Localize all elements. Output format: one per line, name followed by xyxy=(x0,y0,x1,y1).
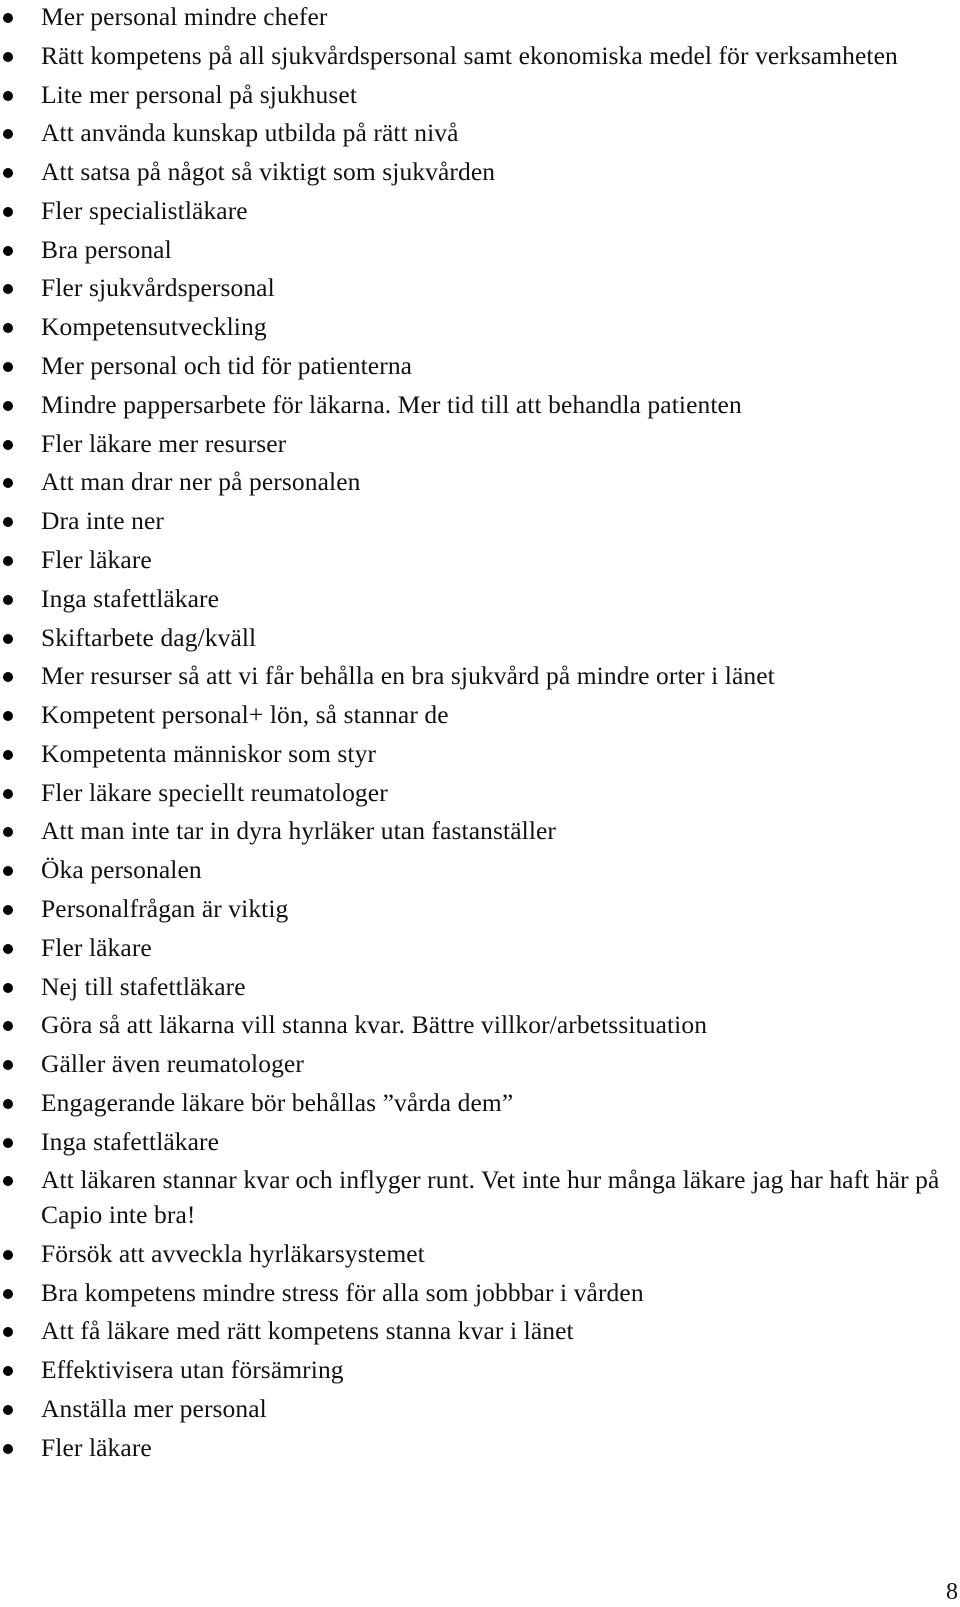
list-item xyxy=(0,116,945,151)
list-item-text: Att man drar ner på personalen xyxy=(41,467,361,497)
list-item-text: Att få läkare med rätt kompetens stanna kvar i länet xyxy=(41,1316,574,1346)
list-item xyxy=(0,1431,945,1466)
list-item xyxy=(0,78,945,113)
list-item-text: Gäller även reumatologer xyxy=(41,1049,304,1079)
list-item xyxy=(0,1163,945,1232)
list-item-text: Fler sjukvårdspersonal xyxy=(41,273,275,303)
list-item-text: Öka personalen xyxy=(41,855,202,885)
list-item-text: Inga stafettläkare xyxy=(41,583,220,613)
list-item-text: Fler läkare mer resurser xyxy=(41,428,287,458)
bullet-icon xyxy=(3,827,13,837)
list-item-text: Dra inte ner xyxy=(41,506,164,536)
list-item-text: Mindre pappersarbete för läkarna. Mer tid till att behandla patienten xyxy=(41,389,742,419)
list-item-text: Inga stafettläkare xyxy=(41,1126,220,1156)
list-item-text: Att satsa på något så viktigt som sjukvården xyxy=(41,157,496,187)
bullet-icon xyxy=(3,52,13,62)
list-item-text: Lite mer personal på sjukhuset xyxy=(41,79,357,109)
list-item xyxy=(0,1125,945,1160)
list-item xyxy=(0,504,945,539)
list-item xyxy=(0,194,945,229)
list-item-text: Rätt kompetens på all sjukvårdspersonal samt ekonomiska medel för verksamheten xyxy=(41,40,898,70)
list-item-text: Anställa mer personal xyxy=(41,1393,267,1423)
list-item xyxy=(0,1047,945,1082)
list-item xyxy=(0,39,945,74)
bullet-icon xyxy=(3,750,13,760)
bullet-icon xyxy=(3,1060,13,1070)
bullet-icon xyxy=(3,556,13,566)
list-item-text: Nej till stafettläkare xyxy=(41,971,246,1001)
list-item-text: Mer personal och tid för patienterna xyxy=(41,351,413,381)
list-item-text: Engagerande läkare bör behållas ”vårda dem” xyxy=(41,1087,514,1117)
bullet-icon xyxy=(3,129,13,139)
list-item-text: Kompetensutveckling xyxy=(41,312,267,342)
bullet-icon xyxy=(3,1366,13,1376)
list-item xyxy=(0,1086,945,1121)
page-number: 8 xyxy=(946,1579,958,1605)
bullet-icon xyxy=(3,1021,13,1031)
list-item-text: Att man inte tar in dyra hyrläker utan fastanställer xyxy=(41,816,557,846)
list-item xyxy=(0,621,945,656)
bullet-icon xyxy=(3,362,13,372)
list-item xyxy=(0,1392,945,1427)
bullet-icon xyxy=(3,517,13,527)
list-item xyxy=(0,1314,945,1349)
list-item xyxy=(0,349,945,384)
list-item xyxy=(0,776,945,811)
bullet-icon xyxy=(3,13,13,23)
list-item xyxy=(0,427,945,462)
list-item xyxy=(0,1353,945,1388)
list-item xyxy=(0,1008,945,1043)
list-item xyxy=(0,582,945,617)
bullet-icon xyxy=(3,711,13,721)
bullet-icon xyxy=(3,1176,13,1186)
list-item xyxy=(0,970,945,1005)
list-item xyxy=(0,814,945,849)
bullet-icon xyxy=(3,905,13,915)
bullet-icon xyxy=(3,168,13,178)
bullet-icon xyxy=(3,284,13,294)
list-item xyxy=(0,0,945,35)
bullet-icon xyxy=(3,207,13,217)
list-item xyxy=(0,233,945,268)
list-item xyxy=(0,465,945,500)
bullet-icon xyxy=(3,246,13,256)
list-item-text: Att använda kunskap utbilda på rätt nivå xyxy=(41,118,459,148)
list-item-text: Kompetent personal+ lön, så stannar de xyxy=(41,700,449,730)
bullet-icon xyxy=(3,1099,13,1109)
bullet-icon xyxy=(3,1405,13,1415)
list-item-text: Fler läkare xyxy=(41,932,152,962)
bullet-icon xyxy=(3,672,13,682)
list-item xyxy=(0,698,945,733)
list-item-text: Bra kompetens mindre stress för alla som jobbbar i vården xyxy=(41,1277,644,1307)
list-item xyxy=(0,931,945,966)
list-item-text: Fler läkare xyxy=(41,544,152,574)
bullet-icon xyxy=(3,478,13,488)
list-item-text: Mer personal mindre chefer xyxy=(41,2,328,31)
list-item xyxy=(0,271,945,306)
bullet-icon xyxy=(3,983,13,993)
list-item-text: Kompetenta människor som styr xyxy=(41,738,377,768)
list-item xyxy=(0,659,945,694)
list-item xyxy=(0,892,945,927)
list-item xyxy=(0,1237,945,1272)
bullet-icon xyxy=(3,1250,13,1260)
bullet-icon xyxy=(3,1444,13,1454)
list-item-text: Skiftarbete dag/kväll xyxy=(41,622,257,652)
bullet-icon xyxy=(3,401,13,411)
bullet-icon xyxy=(3,1289,13,1299)
bullet-icon xyxy=(3,634,13,644)
list-item xyxy=(0,388,945,423)
bullet-icon xyxy=(3,91,13,101)
list-item-text: Mer resurser så att vi får behålla en bra sjukvård på mindre orter i länet xyxy=(41,661,775,691)
list-item-text: Fler läkare xyxy=(41,1432,152,1462)
bullet-icon xyxy=(3,1138,13,1148)
list-item-text: Bra personal xyxy=(41,234,172,264)
list-item xyxy=(0,543,945,578)
list-item-text: Göra så att läkarna vill stanna kvar. Bättre villkor/arbetssituation xyxy=(41,1010,708,1040)
list-item xyxy=(0,1276,945,1311)
list-item xyxy=(0,310,945,345)
bullet-icon xyxy=(3,1327,13,1337)
list-item xyxy=(0,853,945,888)
list-item xyxy=(0,737,945,772)
list-item xyxy=(0,155,945,190)
bullet-icon xyxy=(3,789,13,799)
bullet-icon xyxy=(3,323,13,333)
bullet-icon xyxy=(3,866,13,876)
bullet-icon xyxy=(3,595,13,605)
bullet-icon xyxy=(3,440,13,450)
list-item-text: Att läkaren stannar kvar och inflyger runt. Vet inte hur många läkare jag har haft här på Capio inte bra! xyxy=(41,1165,940,1230)
list-item-text: Personalfrågan är viktig xyxy=(41,893,289,923)
bullet-icon xyxy=(3,944,13,954)
list-item-text: Effektivisera utan försämring xyxy=(41,1355,344,1385)
list-item-text: Fler specialistläkare xyxy=(41,195,248,225)
list-item-text: Försök att avveckla hyrläkarsystemet xyxy=(41,1238,425,1268)
list-item-text: Fler läkare speciellt reumatologer xyxy=(41,777,388,807)
